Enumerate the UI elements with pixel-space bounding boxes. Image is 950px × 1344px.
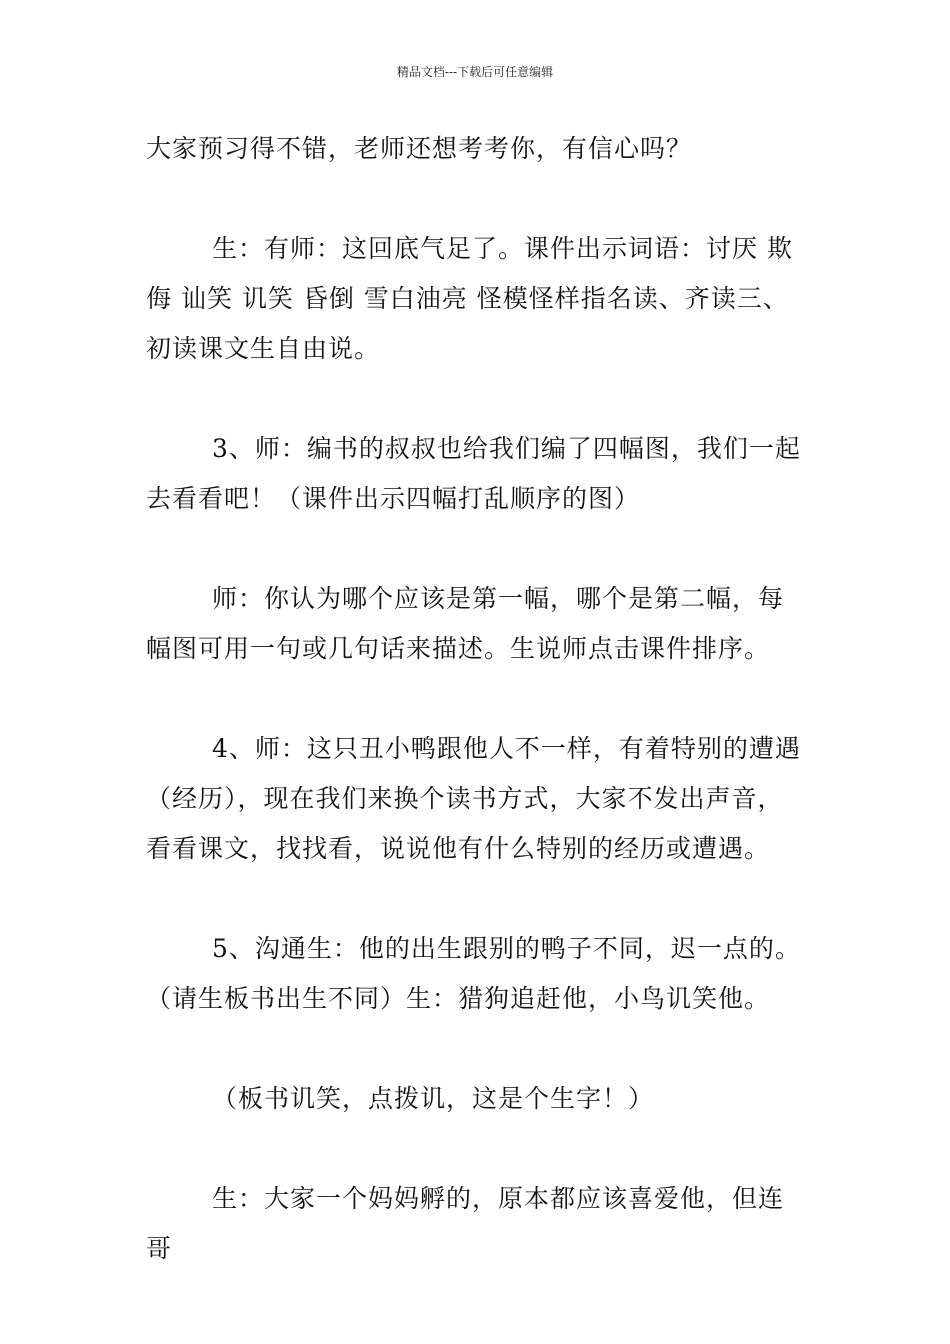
paragraph-5: 4、师：这只丑小鸭跟他人不一样，有着特别的遭遇（经历），现在我们来换个读书方式，大家不发出声音，看看课文，找找看，说说他有什么特别的经历或遭遇。	[146, 734, 801, 863]
paragraph-2: 生：有师：这回底气足了。课件出示词语：讨厌 欺侮 讪笑 讥笑 昏倒 雪白油亮 怪模怪样指名读、齐读三、初读课文生自由说。	[146, 234, 793, 363]
paragraph-8: 生：大家一个妈妈孵的，原本都应该喜爱他，但连哥	[146, 1184, 785, 1263]
paragraph-1: 大家预习得不错，老师还想考考你，有信心吗？	[146, 134, 693, 163]
paragraph-6: 5、沟通生：他的出生跟别的鸭子不同，迟一点的。（请生板书出生不同）生：猎狗追赶他，小鸟讥笑他。	[146, 934, 801, 1013]
document-body	[146, 124, 806, 1324]
paragraph-4: 师：你认为哪个应该是第一幅，哪个是第二幅，每幅图可用一句或几句话来描述。生说师点击课件排序。	[146, 584, 785, 663]
paragraph-3: 3、师：编书的叔叔也给我们编了四幅图，我们一起去看看吧！（课件出示四幅打乱顺序的图）	[146, 434, 801, 513]
paragraph-7: （板书讥笑，点拨讥，这是个生字！）	[212, 1084, 655, 1113]
page-header: 精品文档---下载后可任意编辑	[396, 65, 554, 79]
